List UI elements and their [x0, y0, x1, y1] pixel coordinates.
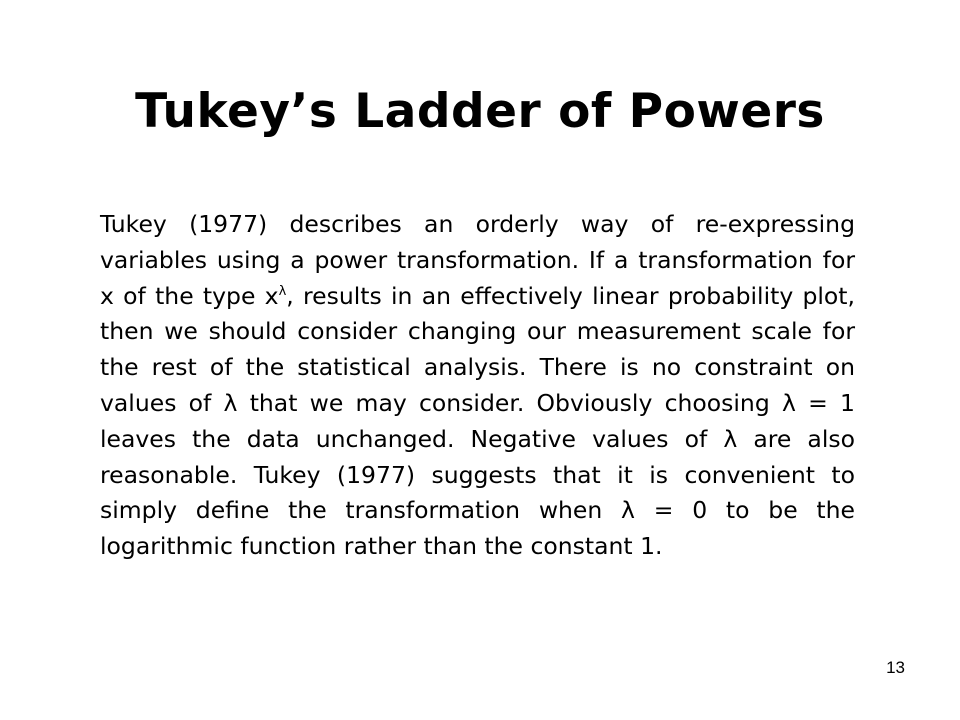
- slide-title: Tukey’s Ladder of Powers: [135, 84, 825, 139]
- body-text-part-1: Tukey (1977) describes an orderly way of re-expressing variables using a power transformation. If a transformation for x of the type x: [100, 210, 855, 310]
- page-number: 13: [886, 658, 905, 677]
- body-text-part-2: , results in an effectively linear probability plot, then we should consider changing our measurement scale for the rest of the statistical analysis. There is no constraint on values of λ that we may consider. Obviously choosing λ = 1 leaves the data unchanged. Negative values of λ are also reasonable. Tukey (1977) suggests that it is convenient to simply define the transformation when λ = 0 to be the logarithmic function rather than the constant 1.: [100, 281, 855, 561]
- lambda-superscript: λ: [278, 283, 287, 299]
- slide-body-paragraph: [100, 207, 855, 565]
